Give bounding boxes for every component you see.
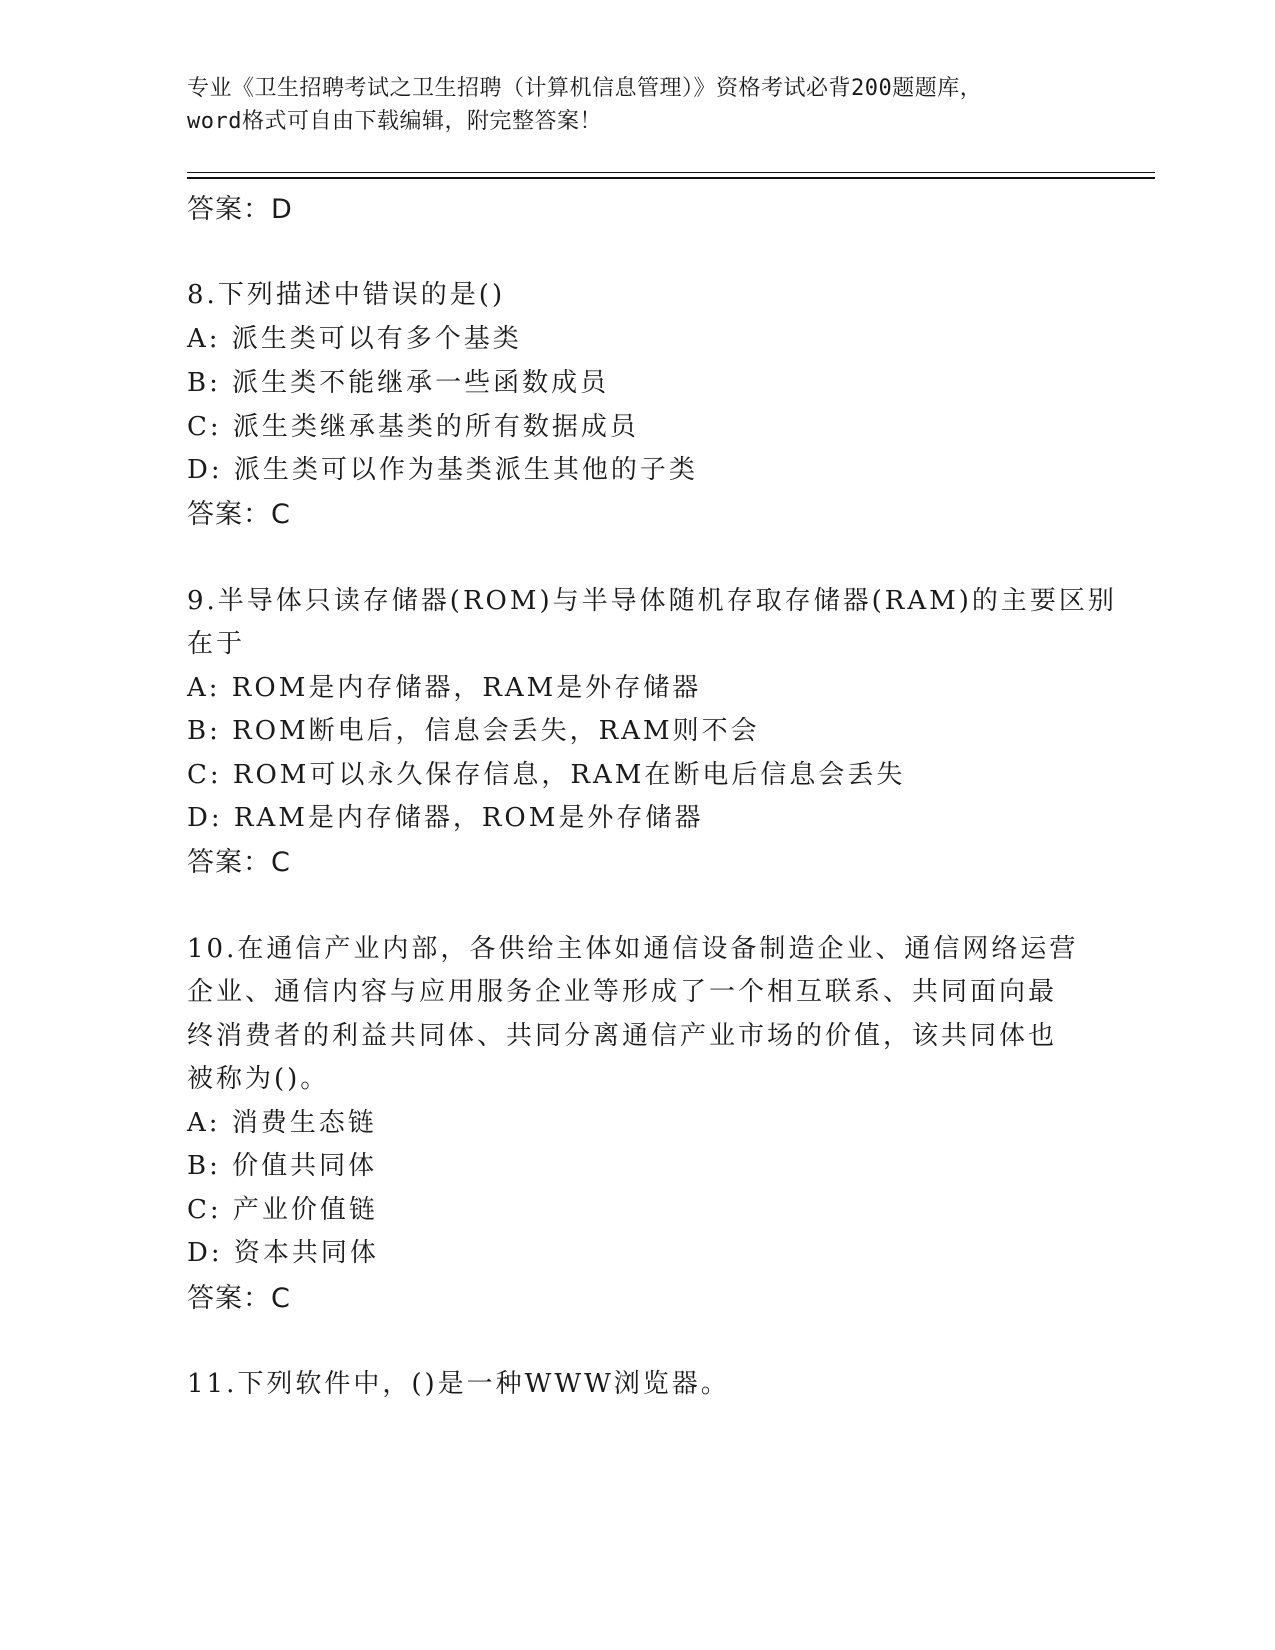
- question-9-option-c: C: ROM可以永久保存信息，RAM在断电后信息会丢失: [187, 760, 906, 790]
- header-line-1: 专业《卫生招聘考试之卫生招聘（计算机信息管理）》资格考试必背200题题库，: [187, 76, 983, 101]
- header-divider-thick: [187, 177, 1155, 179]
- question-8-option-b: B: 派生类不能继承一些函数成员: [187, 368, 610, 398]
- question-9-option-d: D: RAM是内存储器，ROM是外存储器: [187, 803, 704, 833]
- question-9-option-b: B: ROM断电后，信息会丢失，RAM则不会: [187, 716, 760, 746]
- question-9-text-line-2: 在于: [187, 629, 246, 659]
- question-8-option-a: A: 派生类可以有多个基类: [187, 324, 522, 354]
- question-11-text: 11.下列软件中，()是一种WWW浏览器。: [187, 1369, 730, 1399]
- question-10-option-a: A: 消费生态链: [187, 1108, 377, 1138]
- question-8-option-d: D: 派生类可以作为基类派生其他的子类: [187, 455, 698, 485]
- question-10-text-line-1: 10.在通信产业内部，各供给主体如通信设备制造企业、通信网络运营: [187, 934, 1079, 964]
- question-9-text-line-1: 9.半导体只读存储器(ROM)与半导体随机存取存储器(RAM)的主要区别: [187, 586, 1117, 616]
- header-line-2: word格式可自由下载编辑，附完整答案！: [187, 109, 602, 134]
- answer-9: 答案：C: [187, 847, 291, 878]
- answer-10: 答案：C: [187, 1283, 291, 1314]
- answer-8: 答案：C: [187, 499, 291, 530]
- question-10-option-d: D: 资本共同体: [187, 1238, 379, 1268]
- question-8-text: 8.下列描述中错误的是(): [187, 280, 506, 310]
- question-10-option-c: C: 产业价值链: [187, 1195, 378, 1225]
- question-10-text-line-3: 终消费者的利益共同体、共同分离通信产业市场的价值，该共同体也: [187, 1021, 1058, 1051]
- question-9-option-a: A: ROM是内存储器，RAM是外存储器: [187, 673, 702, 703]
- question-10-text-line-2: 企业、通信内容与应用服务企业等形成了一个相互联系、共同面向最: [187, 977, 1058, 1007]
- header-divider-thin: [187, 172, 1155, 173]
- question-10-text-line-4: 被称为()。: [187, 1064, 330, 1094]
- question-8-option-c: C: 派生类继承基类的所有数据成员: [187, 412, 639, 442]
- answer-7: 答案：D: [187, 194, 293, 225]
- question-10-option-b: B: 价值共同体: [187, 1151, 378, 1181]
- document-header: [187, 72, 1087, 138]
